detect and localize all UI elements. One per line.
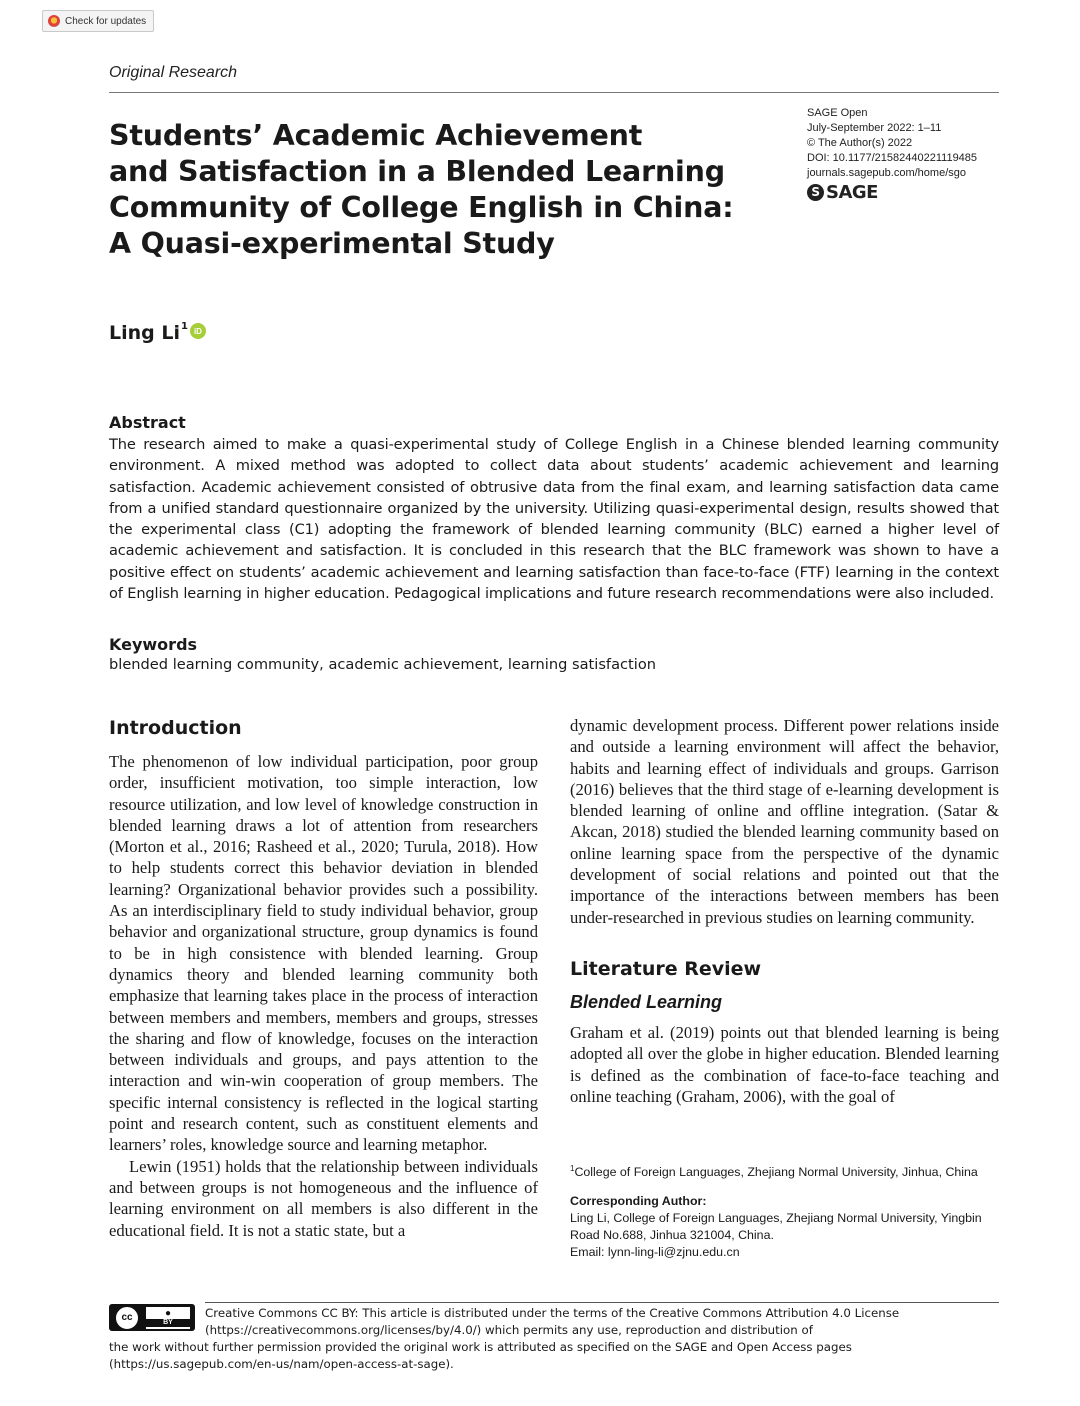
license-line: Creative Commons CC BY: This article is distributed under the terms of the Creative Commons Attribution 4.0 License (205, 1306, 900, 1320)
article-title (109, 118, 749, 262)
affiliation-mark: 1 (570, 1164, 575, 1173)
license-divider (205, 1302, 999, 1303)
orcid-label: iD (193, 326, 202, 336)
blended-learning-subheading: Blended Learning (570, 991, 723, 1012)
title-line: Community of College English in China: (109, 191, 734, 224)
introduction-heading: Introduction (109, 717, 242, 739)
check-for-updates-badge[interactable] (42, 10, 154, 32)
keywords-text: blended learning community, academic achievement, learning satisfaction (109, 656, 656, 673)
sage-s-icon: S (807, 184, 824, 201)
affiliation-text: College of Foreign Languages, Zhejiang Normal University, Jinhua, China (574, 1165, 978, 1180)
title-line: Students’ Academic Achievement (109, 119, 643, 152)
keywords-heading: Keywords (109, 635, 198, 654)
license-text (109, 1305, 999, 1373)
journal-issue: July-September 2022: 1–11 (807, 122, 942, 134)
corresponding-author-email[interactable]: Email: lynn-ling-li@zjnu.edu.cn (570, 1245, 740, 1260)
author-line (109, 322, 206, 344)
crossmark-icon (48, 15, 60, 27)
section-label: Original Research (109, 64, 238, 81)
orcid-icon[interactable] (190, 323, 206, 339)
literature-review-heading: Literature Review (570, 957, 762, 980)
person-icon: ● (164, 1308, 172, 1319)
abstract-heading: Abstract (109, 413, 186, 432)
introduction-paragraph: The phenomenon of low individual participation, poor group order, insufficient motivation, too simple interaction, low resource utilization, and low level of knowledge construction in blended learning draws a lot of attention from researchers (Morton et al., 2016; Rasheed et al., 2020; Turula, 2018). How to help students correct this behavior deviation in blended learning? Organizational behavior provides such a possibility. As an interdisciplinary field to study individual behavior, group behavior and organizational structure, group dynamics is found to be in high consistence with blended learning. Group dynamics theory and blended learning community both emphasize that learning takes place in the process of interaction between members and members, members and groups, stresses the sharing and flow of knowledge, focuses on the interaction between individuals and groups, and pays attention to the interaction and win-win cooperation of group members. The specific internal consistency is reflected in the logical starting point and research content, such as constituent elements and learners’ roles, knowledge source and learning metaphor. (109, 752, 538, 1155)
corresponding-author-text: Ling Li, College of Foreign Languages, Zhejiang Normal University, Yingbin Road No.688, Jinhua 321004, China. (570, 1211, 982, 1243)
sage-logo-text: SAGE (826, 182, 878, 203)
affiliation-line (570, 1160, 1000, 1181)
affiliation-block (570, 1160, 1000, 1261)
title-line: A Quasi-experimental Study (109, 227, 555, 260)
by-label: BY (146, 1319, 190, 1327)
journal-name: SAGE Open (807, 107, 868, 119)
author-name: Ling Li (109, 322, 180, 344)
author-affil-mark: 1 (180, 321, 188, 332)
license-line: the work without further permission provided the original work is attributed as specified on the SAGE and Open Access pages (109, 1340, 852, 1354)
journal-info (807, 106, 999, 201)
abstract-text: The research aimed to make a quasi-experimental study of College English in a Chinese blended learning community environment. A mixed method was adopted to collect data about students’ academic achievement and learning satisfaction. Academic achievement consisted of obtrusive data from the final exam, and learning satisfaction data came from a unified standard questionnaire organized by the university. Utilizing quasi-experimental design, results showed that the experimental class (C1) adopting the framework of blended learning community (BLC) earned a higher level of academic achievement and satisfaction. It is concluded in this research that the BLC framework was shown to have a positive effect on students’ academic achievement and learning satisfaction than face-to-face (FTF) learning in the context of English learning in higher education. Pedagogical implications and future research recommendations were also included. (109, 436, 999, 603)
header-divider (109, 92, 999, 93)
introduction-paragraph-continued: dynamic development process. Different power relations inside and outside a learning environment will affect the behavior, habits and learning effect of individuals and groups. Garrison (2016) believes that the third stage of e-learning development is blended learning of online and offline integration. (Satar & Akcan, 2018) studied the blended learning community based on online learning space from the perspective of the dynamic development of social relations and pointed out that the importance of the interactions between members has been under-researched in previous studies on learning community. (570, 716, 999, 927)
journal-doi[interactable]: DOI: 10.1177/21582440221119485 (807, 152, 978, 164)
cc-icon: cc (114, 1305, 140, 1331)
license-link[interactable]: (https://us.sagepub.com/en-us/nam/open-access-at-sage). (109, 1357, 454, 1371)
check-for-updates-label: Check for updates (65, 15, 147, 27)
journal-url[interactable]: journals.sagepub.com/home/sgo (807, 167, 966, 179)
sage-logo (807, 184, 999, 201)
journal-copyright: © The Author(s) 2022 (807, 137, 913, 149)
literature-paragraph: Graham et al. (2019) points out that blended learning is being adopted all over the globe in higher education. Blended learning is defined as the combination of face-to-face teaching and online teaching (Graham, 2006), with the goal of (570, 1022, 999, 1106)
right-column (570, 715, 999, 1107)
title-line: and Satisfaction in a Blended Learning (109, 155, 725, 188)
introduction-paragraph: Lewin (1951) holds that the relationship between individuals and between groups is not homogeneous and the influence of learning environment on all members is also different in the educational field. It is not a static state, but a (109, 1156, 538, 1240)
left-column (109, 715, 538, 1241)
corresponding-author-label: Corresponding Author: (570, 1194, 707, 1209)
license-link[interactable]: (https://creativecommons.org/licenses/by/4.0/) which permits any use, reproduction and distribution of (205, 1323, 813, 1337)
